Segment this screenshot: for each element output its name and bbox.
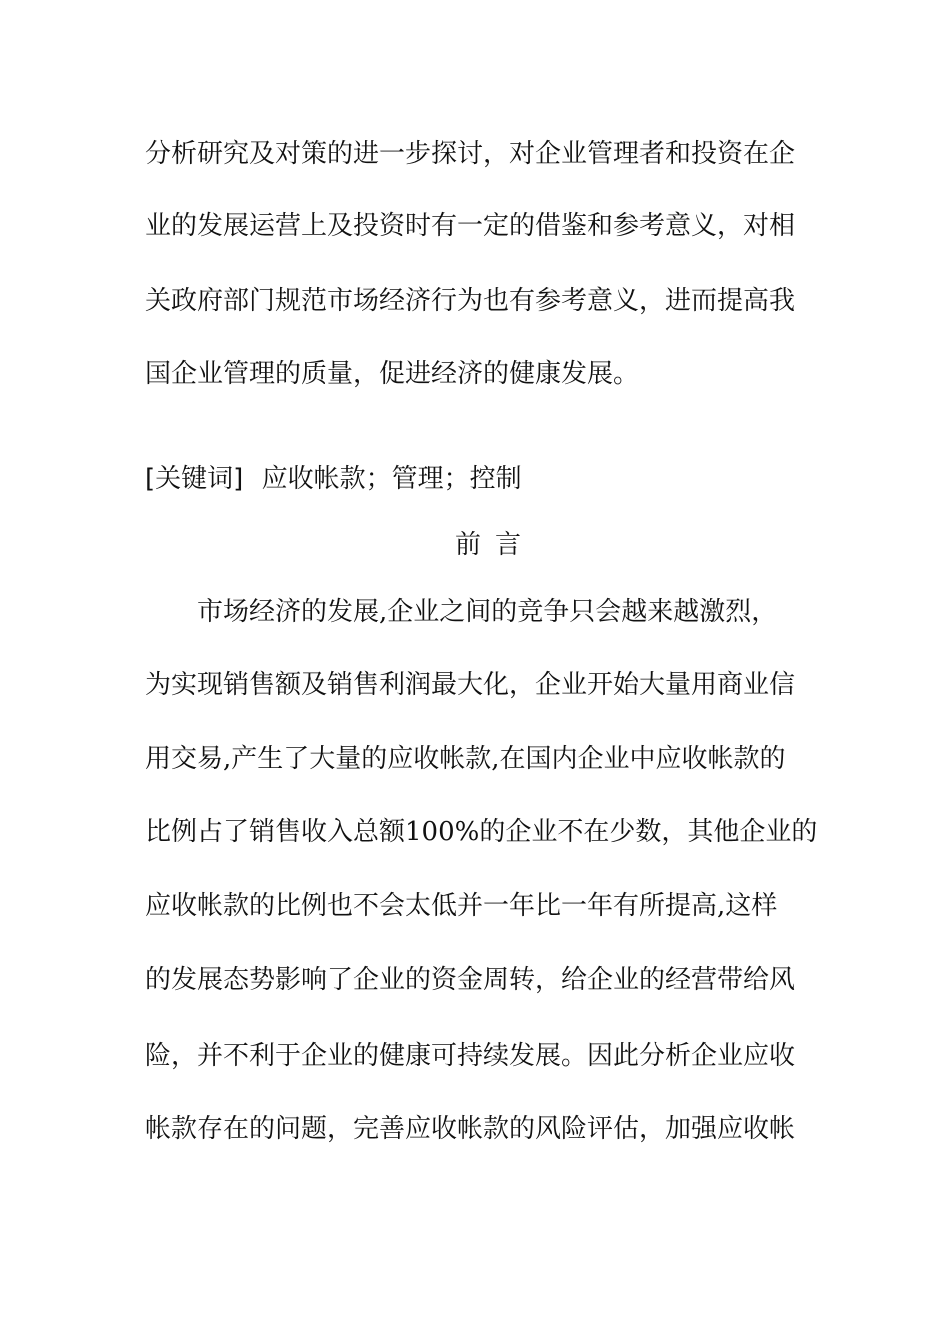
abstract-line-1: 分析研究及对策的进一步探讨，对企业管理者和投资在企: [145, 139, 796, 169]
preface-line-6: 的发展态势影响了企业的资金周转，给企业的经营带给风: [145, 965, 796, 995]
preface-line-8: 帐款存在的问题，完善应收帐款的风险评估，加强应收帐: [145, 1114, 796, 1144]
preface-line-1: 市场经济的发展,企业之间的竞争只会越来越激烈，: [197, 597, 778, 627]
keywords-label: [关键词]: [145, 464, 244, 494]
abstract-line-4: 国企业管理的质量，促进经济的健康发展。: [145, 359, 640, 389]
preface-line-2: 为实现销售额及销售利润最大化，企业开始大量用商业信: [145, 670, 796, 700]
keywords-line: [145, 463, 815, 495]
preface-line-7: 险，并不利于企业的健康可持续发展。因此分析企业应收: [145, 1041, 796, 1071]
preface-line-4: 比例占了销售收入总额100%的企业不在少数，其他企业的: [145, 817, 818, 847]
preface-line-3: 用交易,产生了大量的应收帐款,在国内企业中应收帐款的: [145, 744, 786, 774]
preface-line-5: 应收帐款的比例也不会太低并一年比一年有所提高,这样: [145, 891, 778, 921]
abstract-line-2: 业的发展运营上及投资时有一定的借鉴和参考意义，对相: [145, 211, 796, 241]
keywords-text: 应收帐款；管理；控制: [261, 464, 522, 494]
abstract-line-3: 关政府部门规范市场经济行为也有参考意义，进而提高我: [145, 286, 796, 316]
preface-title: 前言: [454, 530, 535, 560]
